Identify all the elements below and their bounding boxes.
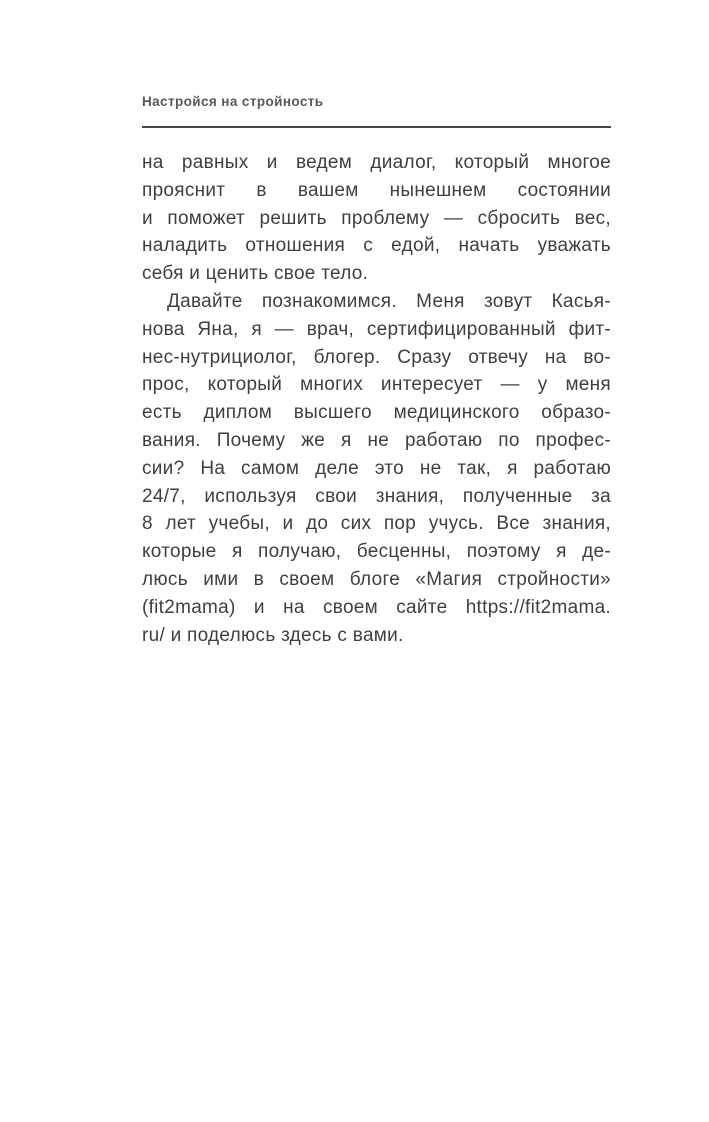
paragraph-2 bbox=[142, 288, 611, 649]
running-header: Настройся на стройность bbox=[142, 94, 324, 109]
text-line: наладить отношения с едой, начать уважать bbox=[142, 235, 611, 257]
text-line: сии? На самом деле это не так, я работаю bbox=[142, 457, 611, 479]
text-line: нес-нутрициолог, блогер. Сразу отвечу на во- bbox=[142, 346, 611, 368]
text-line: и поможет решить проблему — сбросить вес, bbox=[142, 207, 611, 229]
paragraph-1 bbox=[142, 149, 611, 288]
text-line: на равных и ведем диалог, который многое bbox=[142, 152, 611, 173]
text-line: 24/7, используя свои знания, полученные за bbox=[142, 485, 611, 507]
text-line: которые я получаю, бесценны, поэтому я де- bbox=[142, 541, 611, 563]
text-line: есть диплом высшего медицинского образо- bbox=[142, 402, 611, 424]
text-line: себя и ценить свое тело. bbox=[142, 263, 369, 285]
text-line: 8 лет учебы, и до сих пор учусь. Все знания, bbox=[142, 513, 611, 535]
page-body-text bbox=[142, 149, 611, 649]
text-line: прояснит в вашем нынешнем состоянии bbox=[142, 179, 611, 201]
text-line: вания. Почему же я не работаю по профес- bbox=[142, 429, 611, 451]
text-line: ru/ и поделюсь здесь с вами. bbox=[142, 624, 404, 646]
text-line: люсь ими в своем блоге «Магия стройности» bbox=[142, 568, 611, 590]
header-divider-rule bbox=[142, 126, 611, 128]
text-line: (fit2mama) и на своем сайте https://fit2mama. bbox=[142, 596, 611, 618]
text-line: прос, который многих интересует — у меня bbox=[142, 374, 611, 396]
text-line: Давайте познакомимся. Меня зовут Касья- bbox=[167, 290, 611, 312]
text-line: нова Яна, я — врач, сертифицированный фит- bbox=[142, 318, 611, 340]
